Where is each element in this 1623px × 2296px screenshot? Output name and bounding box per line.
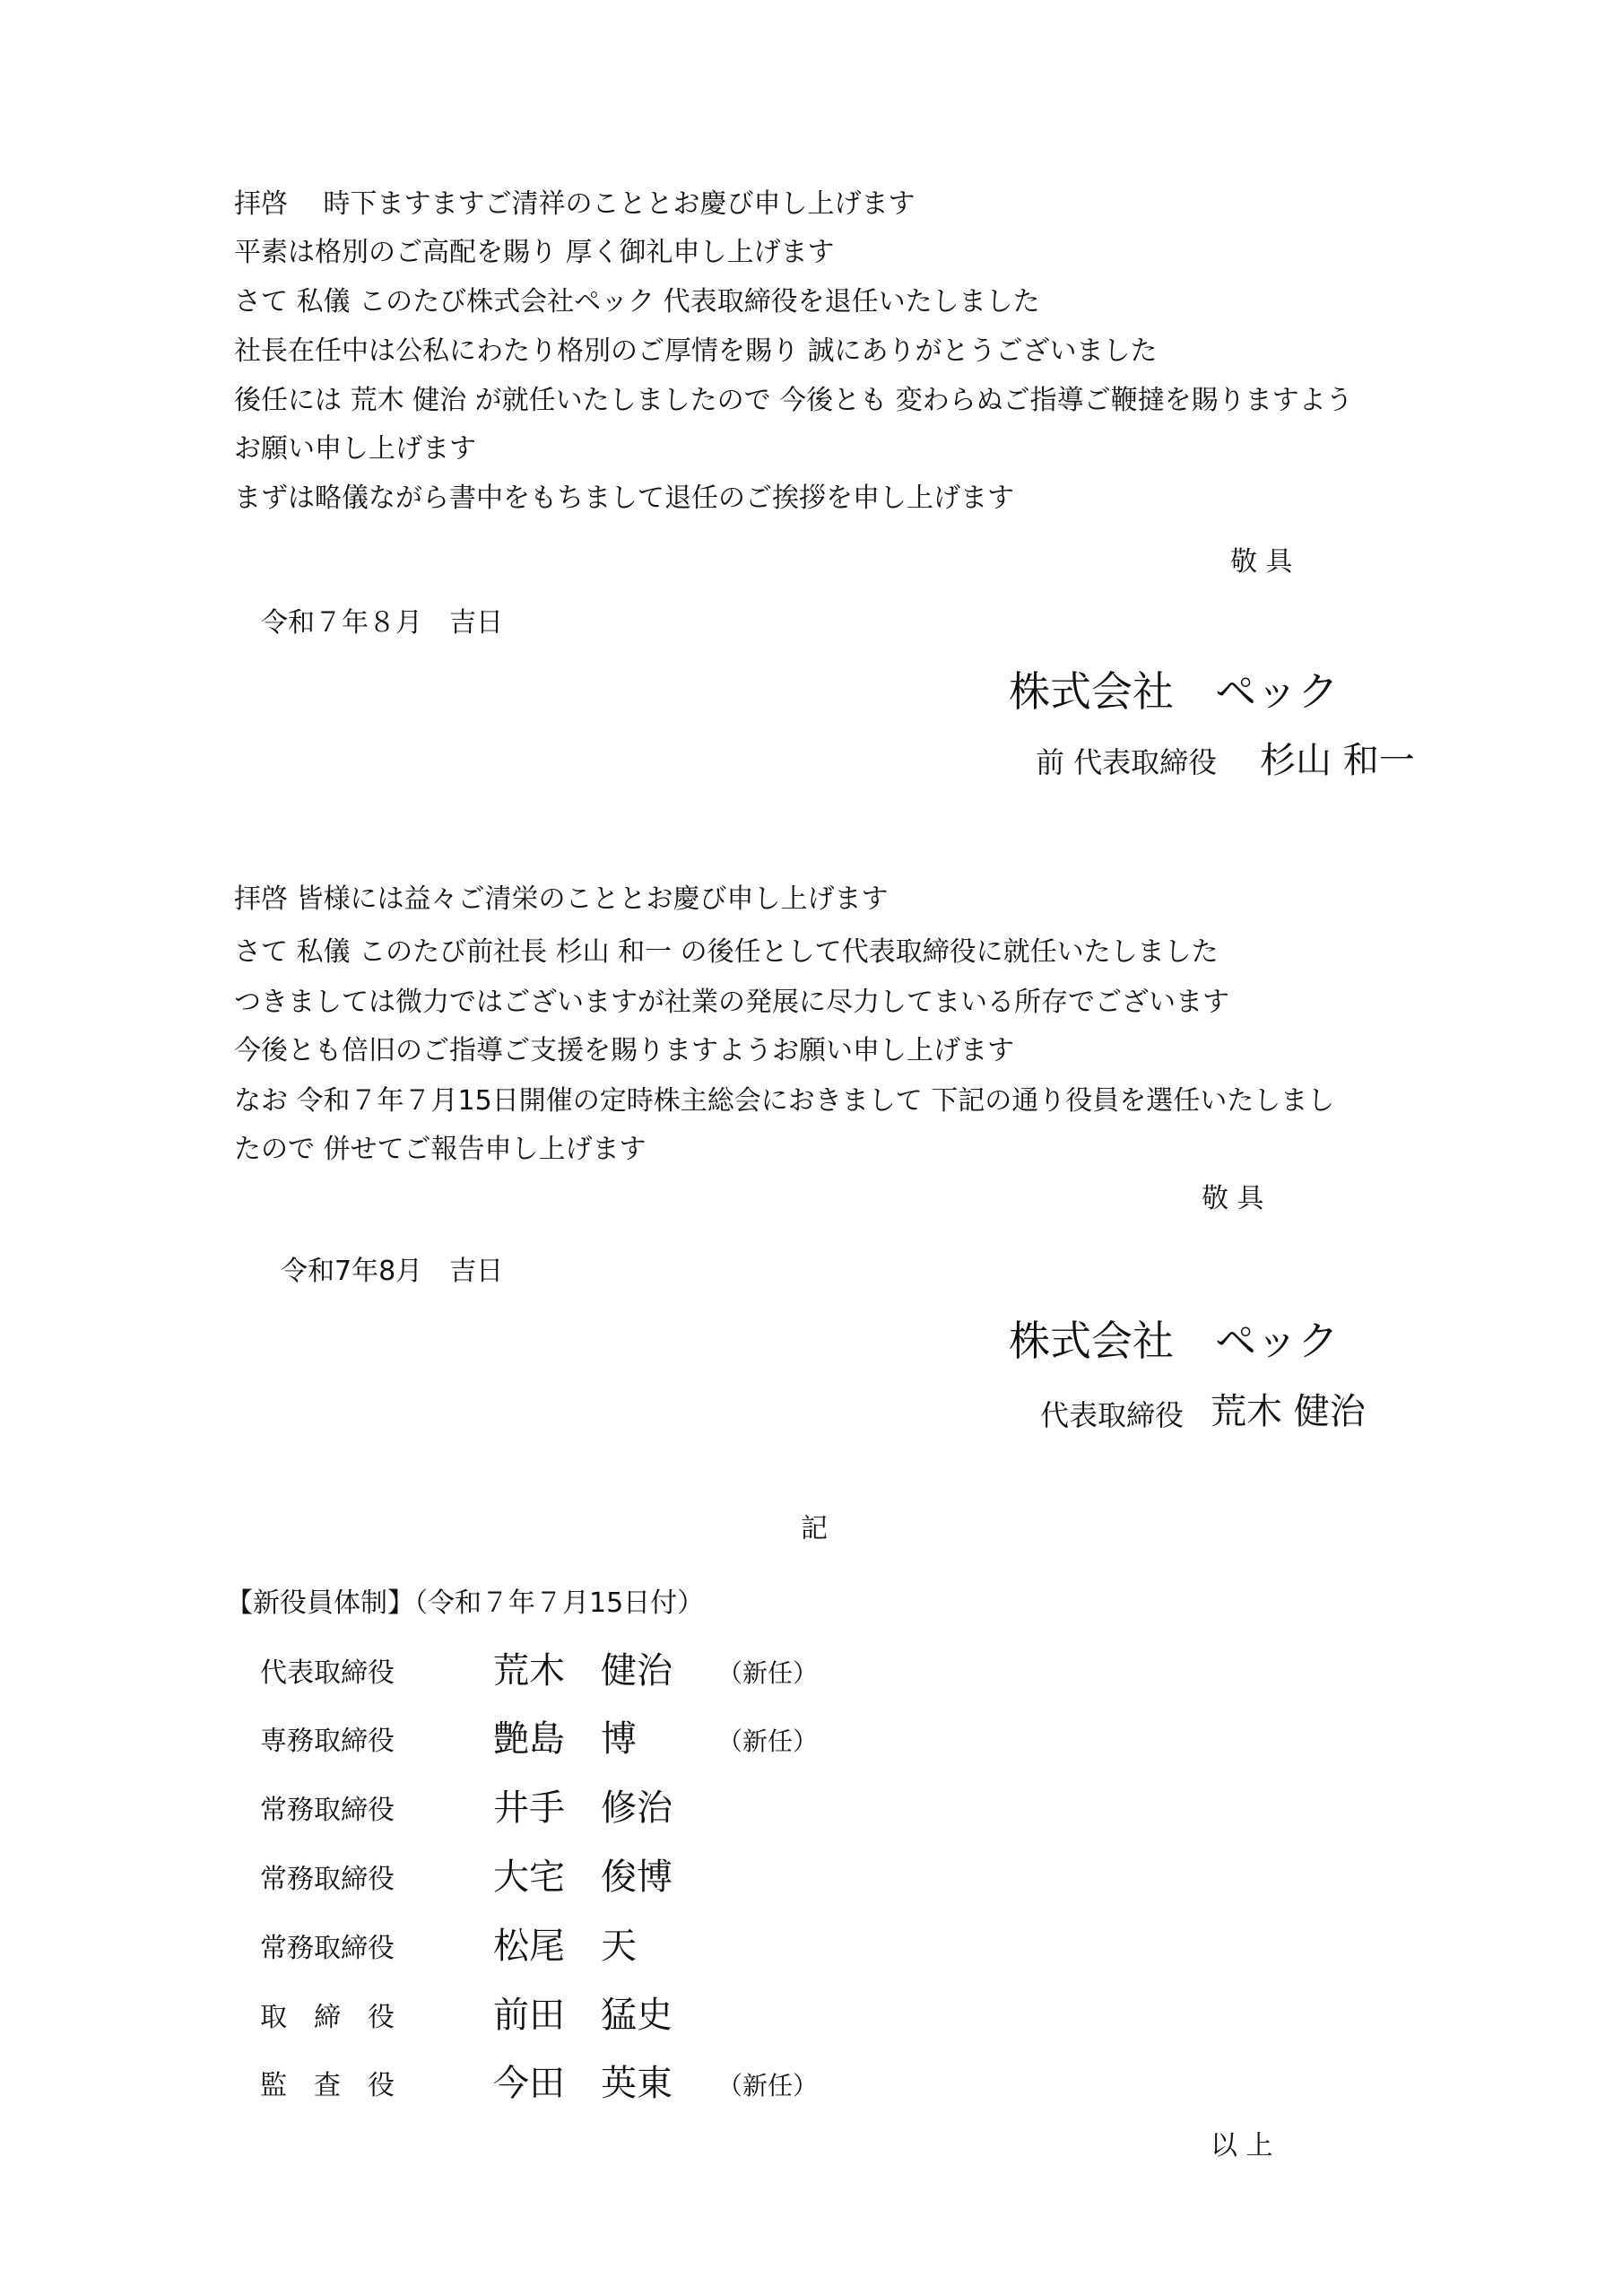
letter-1-closing: 敬 具 [1230, 546, 1293, 578]
letter-2-line: なお 令和７年７月15日開催の定時株主総会におきまして 下記の通り役員を選任いたしまし [234, 1085, 1335, 1117]
letter-2-signer-name: 荒木 健治 [1211, 1391, 1366, 1432]
letter-1-line: 後任には 荒木 健治 が就任いたしましたので 今後とも 変わらぬご指導ご鞭撻を賜りますよう [234, 385, 1353, 416]
officer-role: 常務取締役 [260, 1864, 395, 1895]
officer-note: （新任） [717, 2071, 819, 2100]
officer-name: 前田 猛史 [493, 1995, 673, 2036]
officer-name: 今田 英東 [493, 2063, 673, 2104]
officer-role: 常務取締役 [260, 1933, 395, 1964]
record-heading: 記 [801, 1513, 828, 1544]
officer-note: （新任） [717, 1658, 819, 1688]
letter-1-line: 平素は格別のご高配を賜り 厚く御礼申し上げます [234, 237, 835, 268]
letter-2-closing: 敬 具 [1202, 1183, 1264, 1214]
record-subtitle: 【新役員体制】（令和７年７月15日付） [226, 1587, 705, 1619]
letter-2-line: さて 私儀 このたび前社長 杉山 和一 の後任として代表取締役に就任いたしました [234, 936, 1219, 968]
letter-1-line: お願い申し上げます [234, 433, 476, 465]
officer-role: 監 査 役 [260, 2070, 395, 2101]
letter-1-company: 株式会社 ペック [1009, 667, 1339, 716]
officer-name: 大宅 俊博 [493, 1857, 673, 1898]
letter-2-line: たので 併せてご報告申し上げます [234, 1134, 647, 1165]
officer-role: 取 締 役 [260, 2002, 395, 2033]
letter-1-signer-name: 杉山 和一 [1260, 740, 1415, 781]
officer-name: 艶島 博 [493, 1718, 637, 1760]
officer-name: 荒木 健治 [493, 1650, 673, 1692]
letter-2-line: 拝啓 皆様には益々ご清栄のこととお慶び申し上げます [234, 883, 889, 915]
record-end: 以 上 [1211, 2130, 1273, 2161]
letter-1-line: 社長在任中は公私にわたり格別のご厚情を賜り 誠にありがとうございました [234, 335, 1158, 367]
letter-2-line: つきましては微力ではございますが社業の発展に尽力してまいる所存でございます [234, 987, 1229, 1018]
letter-2-date: 令和7年8月 吉日 [281, 1256, 504, 1287]
letter-1-line: まずは略儀ながら書中をもちまして退任のご挨拶を申し上げます [234, 483, 1014, 514]
officer-name: 松尾 天 [493, 1926, 637, 1967]
letter-1-date: 令和７年８月 吉日 [261, 607, 503, 639]
letter-1-line: 拝啓 時下ますますご清祥のこととお慶び申し上げます [234, 188, 916, 220]
letter-2-company: 株式会社 ペック [1009, 1317, 1339, 1365]
officer-name: 井手 修治 [493, 1787, 673, 1829]
letter-1-line: さて 私儀 このたび株式会社ペック 代表取締役を退任いたしました [234, 286, 1040, 317]
officer-role: 代表取締役 [260, 1657, 395, 1689]
officer-role: 専務取締役 [260, 1726, 395, 1757]
officer-role: 常務取締役 [260, 1795, 395, 1826]
letter-2-line: 今後とも倍旧のご指導ご支援を賜りますようお願い申し上げます [234, 1035, 1014, 1066]
letter-2-signer-title: 代表取締役 [1040, 1398, 1185, 1432]
letter-1-signer-title: 前 代表取締役 [1036, 745, 1218, 779]
officer-note: （新任） [717, 1726, 819, 1756]
